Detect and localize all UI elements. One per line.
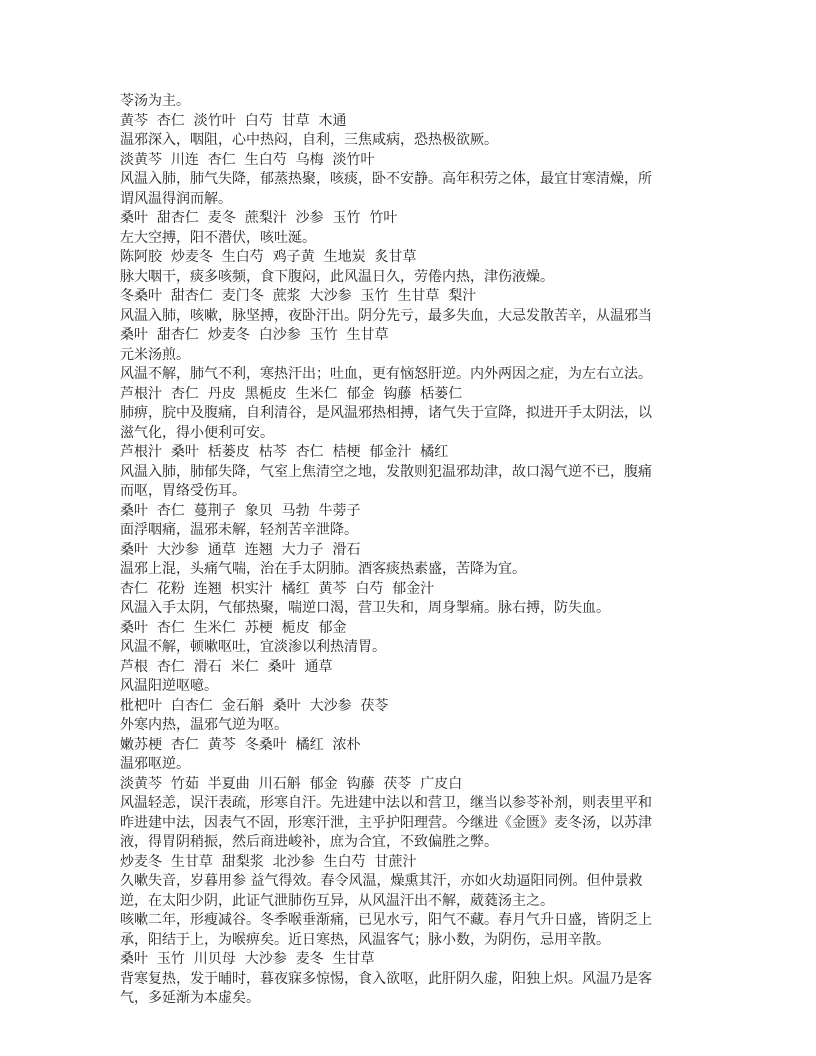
herb-list-line: 冬桑叶 甜杏仁 麦门冬 蔗浆 大沙参 玉竹 生甘草 梨汁 — [120, 288, 477, 304]
text-line: 气，多延渐为本虚矣。 — [120, 990, 260, 1006]
text-line: 而呕，胃络受伤耳。 — [120, 483, 246, 499]
herb-list-line: 嫩苏梗 杏仁 黄芩 冬桑叶 橘红 浓朴 — [120, 736, 361, 753]
text-line: 脉大咽干，痰多咳频，食下腹闷，此风温日久，劳倦内热，津伤液燥。 — [120, 268, 554, 285]
text-line: 风温入肺，肺郁失降，气室上焦清空之地，发散则犯温邪劫津，故口渴气逆不已，腹痛 — [120, 463, 652, 480]
text-line: 风温阳逆呕噫。 — [120, 678, 218, 694]
text-line: 面浮咽痛，温邪未解，轻剂苦辛泄降。 — [120, 522, 358, 538]
text-line: 温邪呕逆。 — [120, 756, 190, 772]
herb-list-line: 芦根汁 桑叶 栝蒌皮 枯芩 杏仁 桔梗 郁金汁 橘红 — [120, 444, 449, 460]
herb-list-line: 芦根汁 杏仁 丹皮 黑栀皮 生米仁 郁金 钩藤 栝蒌仁 — [120, 385, 463, 402]
text-line: 风温不解，肺气不利，寒热汗出；吐血，更有恼怒肝逆。内外两因之症，为左右立法。 — [120, 366, 652, 382]
herb-list-line: 淡黄芩 川连 杏仁 生白芍 乌梅 淡竹叶 — [120, 151, 375, 168]
herb-list-line: 桑叶 杏仁 蔓荆子 象贝 马勃 牛蒡子 — [120, 502, 361, 519]
text-line: 风温入肺，咳嗽，脉坚搏，夜卧汗出。阴分先亏，最多失血，大忌发散苦辛，从温邪当 — [120, 307, 652, 324]
document-page — [120, 92, 704, 1009]
text-line: 昨进建中法，因表气不固，形寒汗泄，主乎护阳理营。今继进《金匮》麦冬汤，以苏津 — [120, 814, 652, 831]
text-line: 承，阳结于上，为喉痹矣。近日寒热，风温客气；脉小数，为阴伤，忌用辛散。 — [120, 931, 610, 948]
text-line: 风温入手太阴，气郁热聚，喘逆口渴，营卫失和，周身掣痛。脉右搏，防失血。 — [120, 600, 610, 616]
text-line: 背寒复热，发于晡时，暮夜寐多惊惕，食入欲呕，此肝阴久虚，阳独上炽。风温乃是客 — [120, 970, 652, 987]
herb-list-line: 陈阿胶 炒麦冬 生白芍 鸡子黄 生地炭 炙甘草 — [120, 249, 417, 265]
text-line: 温邪上混，头痛气喘，治在手太阴肺。酒客痰热素盛，苦降为宜。 — [120, 561, 526, 577]
herb-list-line: 桑叶 玉竹 川贝母 大沙参 麦冬 生甘草 — [120, 951, 375, 967]
text-line: 风温不解，顿嗽呕吐，宜淡渗以利热清胃。 — [120, 639, 386, 655]
herb-list-line: 枇杷叶 白杏仁 金石斛 桑叶 大沙参 茯苓 — [120, 697, 389, 714]
herb-list-line: 桑叶 甜杏仁 麦冬 蔗梨汁 沙参 玉竹 竹叶 — [120, 210, 398, 226]
text-line: 久嗽失音，岁暮用参 益气得效。春令风温，燥熏其汗，亦如火劫逼阳同例。但仲景救 — [120, 873, 643, 889]
herb-list-line: 芦根 杏仁 滑石 米仁 桑叶 通草 — [120, 658, 333, 675]
herb-list-line: 桑叶 杏仁 生米仁 苏梗 栀皮 郁金 — [120, 619, 347, 636]
herb-list-line: 炒麦冬 生甘草 甜梨浆 北沙参 生白芍 甘蔗汁 — [120, 853, 417, 870]
text-line: 左大空搏，阳不潜伏，咳吐涎。 — [120, 229, 316, 246]
herb-list-line: 杏仁 花粉 连翘 枳实汁 橘红 黄芩 白芍 郁金汁 — [120, 580, 435, 597]
text-line: 风温入肺，肺气失降，郁蒸热聚，咳痰，卧不安静。高年积劳之体，最宜甘寒清燥，所 — [120, 171, 652, 187]
herb-list-line: 黄芩 杏仁 淡竹叶 白芍 甘草 木通 — [120, 112, 347, 129]
herb-list-line: 淡黄芩 竹茹 半夏曲 川石斛 郁金 钩藤 茯苓 广皮白 — [120, 775, 463, 792]
text-line: 温邪深入，咽阻，心中热闷，自利，三焦咸病，恐热极欲厥。 — [120, 132, 498, 148]
text-line: 苓汤为主。 — [120, 93, 190, 109]
text-line: 谓风温得润而解。 — [120, 190, 232, 207]
herb-list-line: 桑叶 甜杏仁 炒麦冬 白沙参 玉竹 生甘草 — [120, 327, 389, 343]
text-line: 滋气化，得小便利可安。 — [120, 424, 274, 441]
text-line: 逆，在太阳少阴，此证气泄肺伤互异，从风温汗出不解，葳蕤汤主之。 — [120, 892, 554, 909]
text-line: 元米汤煎。 — [120, 346, 190, 363]
text-line: 咳嗽二年，形瘦减谷。冬季喉垂渐痛，已见水亏，阳气不藏。春月气升日盛，皆阴乏上 — [120, 912, 652, 928]
text-line: 风温轻恙，误汗表疏，形寒自汗。先进建中法以和营卫，继当以参苓补剂，则表里平和 — [120, 795, 652, 811]
text-line: 液，得胃阴稍振，然后商进峻补，庶为合宜，不致偏胜之弊。 — [120, 834, 498, 850]
text-line: 外寒内热，温邪气逆为呕。 — [120, 717, 288, 733]
herb-list-line: 桑叶 大沙参 通草 连翘 大力子 滑石 — [120, 541, 361, 558]
text-line: 肺痹，脘中及腹痛，自利清谷，是风温邪热相搏，诸气失于宣降，拟进开手太阴法，以 — [120, 405, 652, 421]
